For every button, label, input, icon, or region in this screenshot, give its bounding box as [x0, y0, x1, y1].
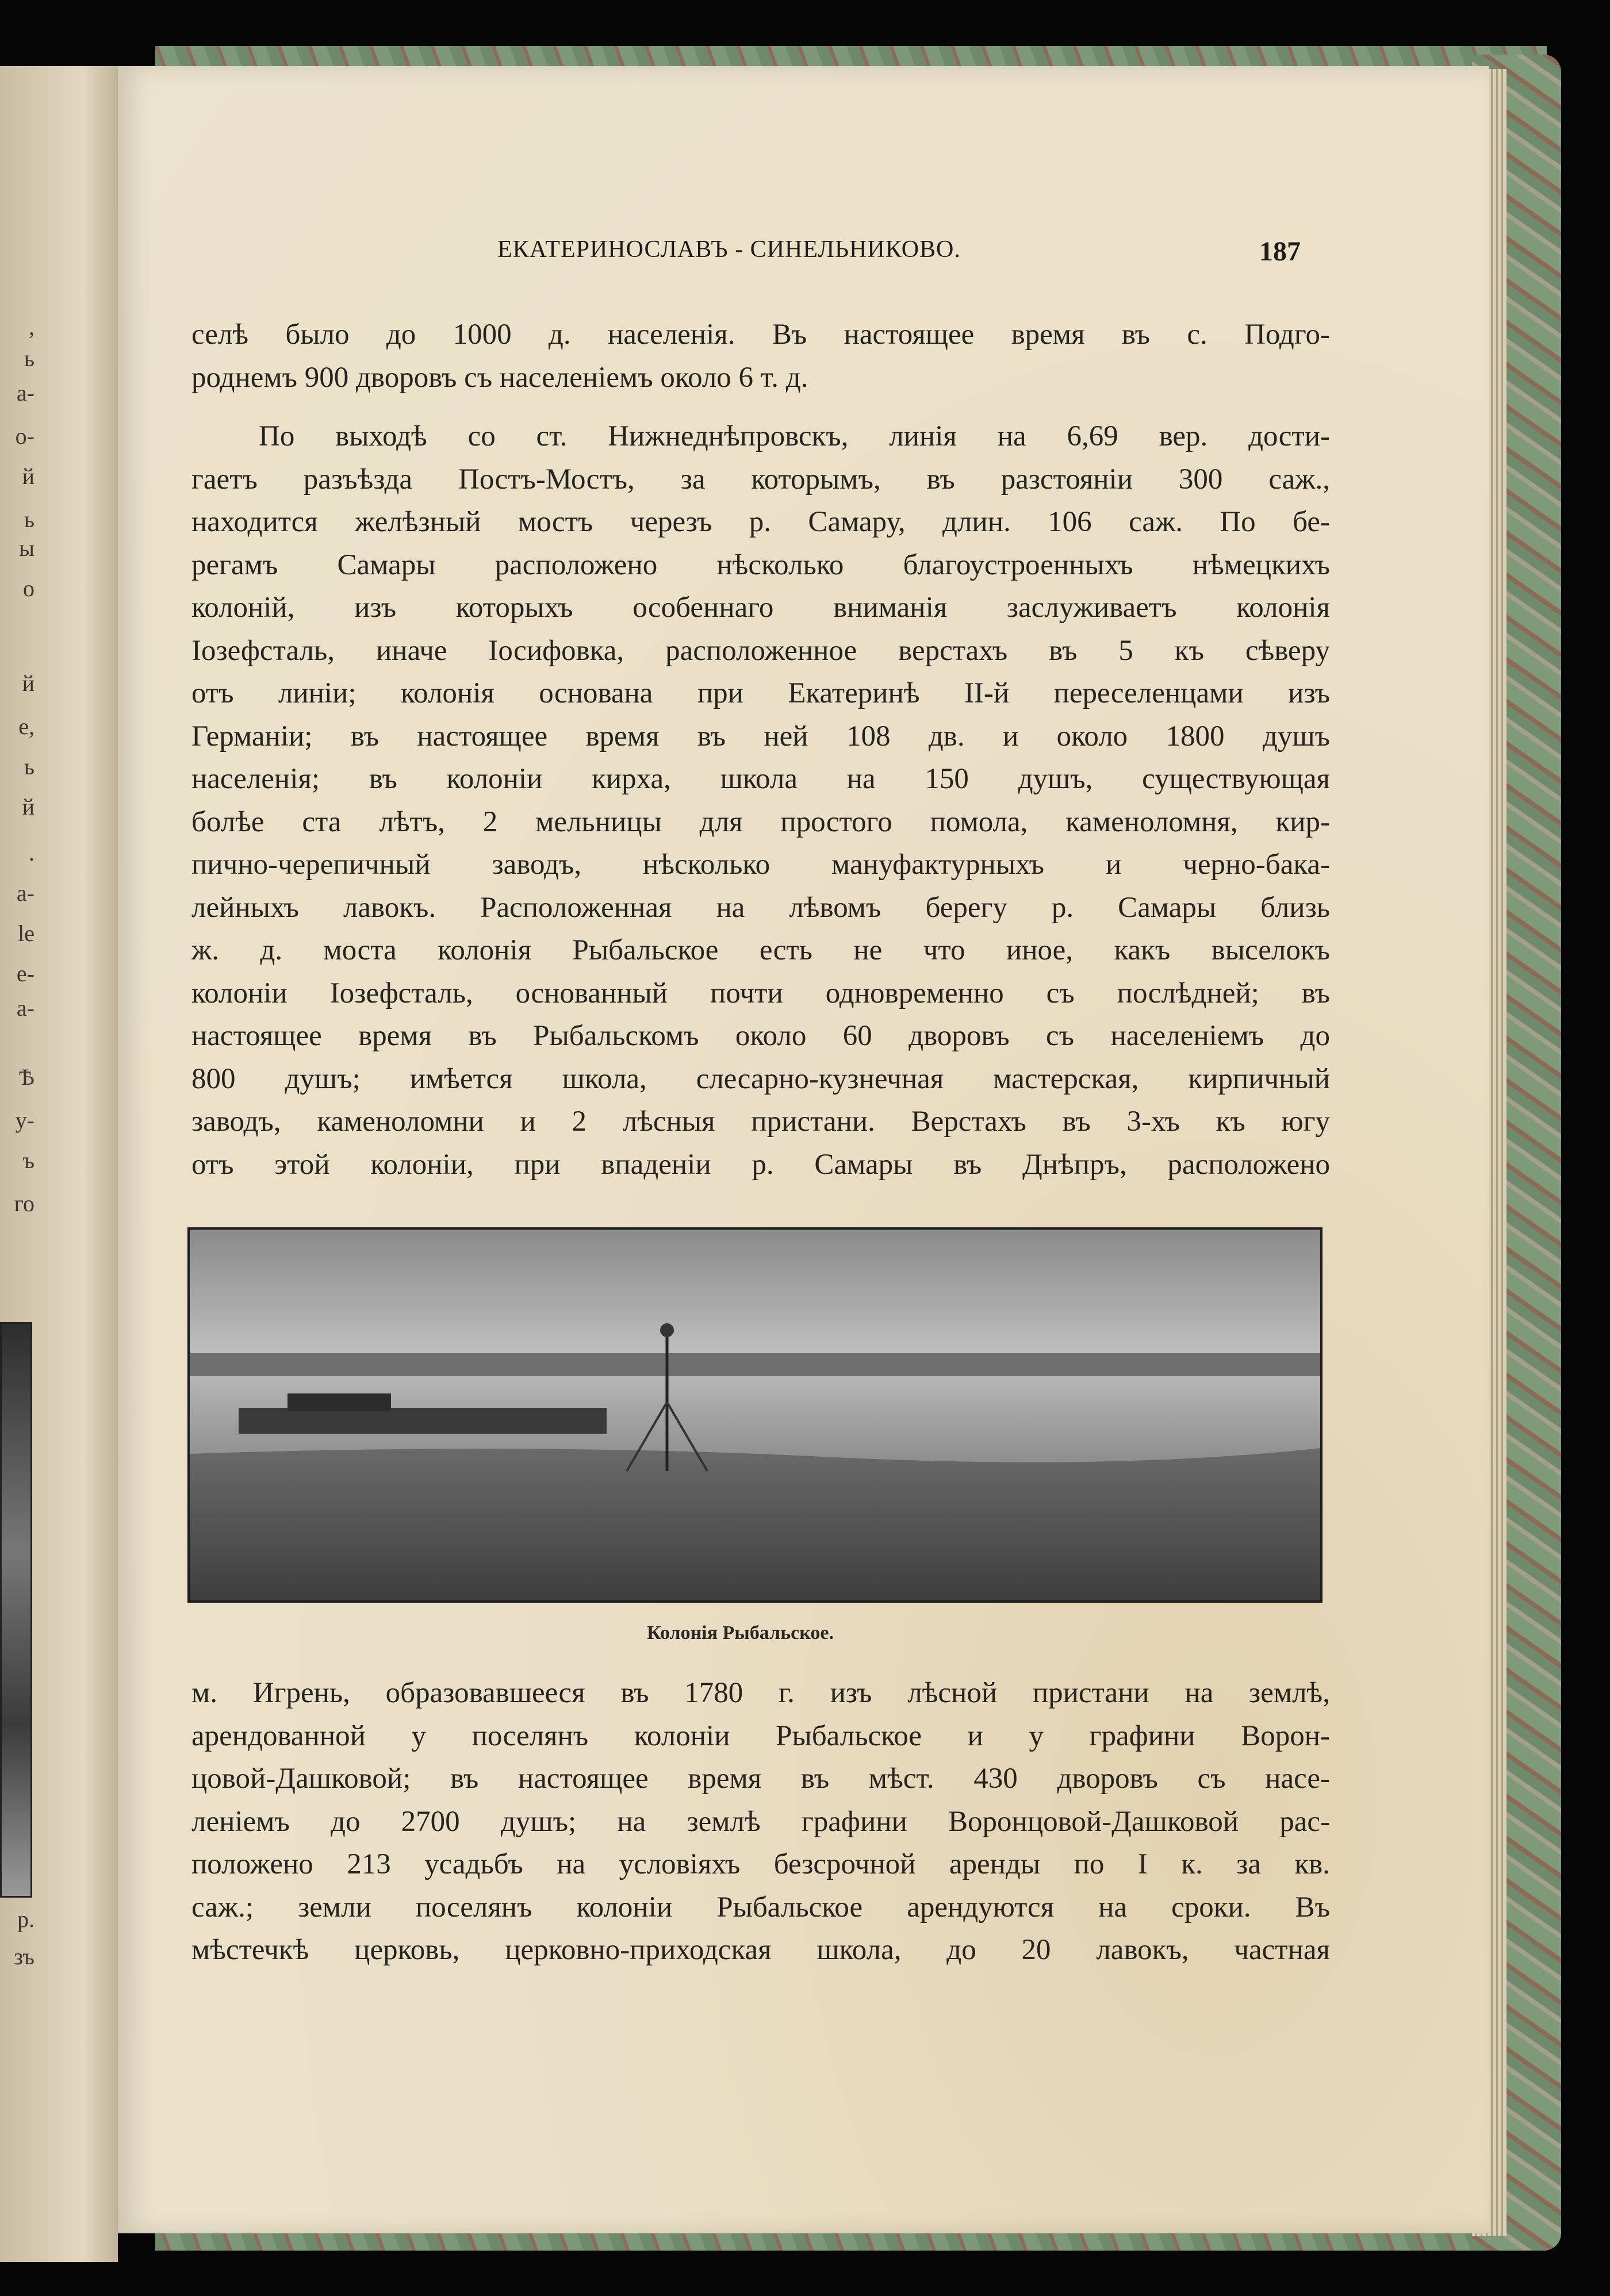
left-margin-fragment: й	[22, 794, 34, 820]
left-margin-fragment: зъ	[14, 1944, 34, 1969]
left-margin-fragment: у-	[15, 1107, 34, 1133]
left-margin-fragment: ъ	[22, 1147, 34, 1173]
text-line: м. Игрень, образовавшееся въ 1780 г. изъ лѣсной пристани на землѣ,	[191, 1677, 1330, 1709]
text-line: заводъ, каменоломни и 2 лѣсныя пристани. Верстахъ въ 3-хъ къ югу	[191, 1105, 1330, 1138]
text-line: цовой-Дашковой; въ настоящее время въ мѣст. 430 дворовъ съ насе-	[191, 1763, 1330, 1795]
left-margin-fragment: .	[29, 840, 34, 866]
left-margin-fragment: ,	[29, 314, 34, 340]
text-line: колоній, изъ которыхъ особеннаго вниманія заслуживаетъ колонія	[191, 592, 1330, 624]
text-line: роднемъ 900 дворовъ съ населеніемъ около 6 т. д.	[191, 361, 808, 394]
photo-caption: Колонія Рыбальское.	[647, 1622, 834, 1644]
left-margin-fragment: о	[23, 575, 34, 601]
left-margin-fragment: а-	[16, 995, 34, 1021]
left-margin-fragment: ь	[24, 345, 34, 371]
text-line: саж.; земли поселянъ колоніи Рыбальское арендуются на сроки. Въ	[191, 1891, 1330, 1923]
river-landscape-photo	[190, 1230, 1320, 1600]
photo-rybalskoe	[187, 1227, 1322, 1603]
text-line: настоящее время въ Рыбальскомъ около 60 дворовъ съ населеніемъ до	[191, 1020, 1330, 1052]
left-margin-fragment: й	[22, 463, 34, 489]
text-line: населенія; въ колоніи кирха, школа на 150 душъ, существующая	[191, 763, 1330, 795]
left-margin-fragment: le	[18, 920, 34, 946]
text-line: лейныхъ лавокъ. Расположенная на лѣвомъ берегу р. Самары близь	[191, 891, 1330, 924]
left-margin-fragment: Ѣ	[19, 1064, 34, 1090]
left-margin-fragment: ы	[19, 535, 34, 561]
text-line: отъ этой колоніи, при впаденіи р. Самары въ Днѣпръ, расположено	[191, 1148, 1330, 1181]
left-margin-fragment: го	[14, 1191, 34, 1216]
left-margin-fragment: ь	[24, 506, 34, 532]
text-line: мѣстечкѣ церковь, церковно-приходская школа, до 20 лавокъ, частная	[191, 1934, 1330, 1966]
text-line: Іозефсталь, иначе Іосифовка, расположенное верстахъ въ 5 къ сѣверу	[191, 634, 1330, 667]
left-page-photo-fragment	[0, 1322, 32, 1898]
text-line: ж. д. моста колонія Рыбальское есть не что иное, какъ выселокъ	[191, 934, 1330, 966]
left-margin-fragment: й	[22, 670, 34, 696]
text-line: колоніи Іозефсталь, основанный почти одновременно съ послѣдней; въ	[191, 977, 1330, 1009]
left-margin-fragment: ь	[24, 754, 34, 780]
text-line: гаетъ разъѣзда Постъ-Мостъ, за которымъ, въ разстояніи 300 саж.,	[191, 463, 1330, 496]
text-line: регамъ Самары расположено нѣсколько благоустроенныхъ нѣмецкихъ	[191, 548, 1330, 581]
text-line: положено 213 усадьбъ на условіяхъ безсрочной аренды по I к. за кв.	[191, 1848, 1330, 1880]
text-line: пично-черепичный заводъ, нѣсколько мануфактурныхъ и черно-бака-	[191, 848, 1330, 881]
page-number: 187	[1259, 236, 1301, 267]
left-margin-fragment: а-	[16, 380, 34, 406]
left-margin-fragment: о-	[15, 423, 34, 449]
text-line: селѣ было до 1000 д. населенія. Въ настоящее время въ с. Подго-	[191, 318, 1330, 351]
left-margin-fragment: а-	[16, 880, 34, 906]
left-margin-fragment: е-	[16, 961, 34, 986]
running-header: ЕКАТЕРИНОСЛАВЪ - СИНЕЛЬНИКОВО.	[497, 236, 961, 263]
text-line: отъ линіи; колонія основана при Екатеринѣ II-й переселенцами изъ	[191, 677, 1330, 709]
text-line: 800 душъ; имѣется школа, слесарно-кузнечная мастерская, кирпичный	[191, 1062, 1330, 1095]
left-margin-fragment: е,	[18, 713, 34, 739]
left-margin-fragment: р.	[17, 1906, 34, 1932]
text-line: находится желѣзный мостъ черезъ р. Самару, длин. 106 саж. По бе-	[191, 506, 1330, 538]
text-line: болѣе ста лѣтъ, 2 мельницы для простого помола, каменоломня, кир-	[191, 805, 1330, 838]
text-line: леніемъ до 2700 душъ; на землѣ графини Воронцовой-Дашковой рас-	[191, 1805, 1330, 1838]
text-line: арендованной у поселянъ колоніи Рыбальское и у графини Ворон-	[191, 1719, 1330, 1752]
text-line: Германіи; въ настоящее время въ ней 108 дв. и около 1800 душъ	[191, 720, 1330, 752]
text-line: По выходѣ со ст. Нижнеднѣпровскъ, линія на 6,69 вер. дости-	[259, 420, 1330, 452]
